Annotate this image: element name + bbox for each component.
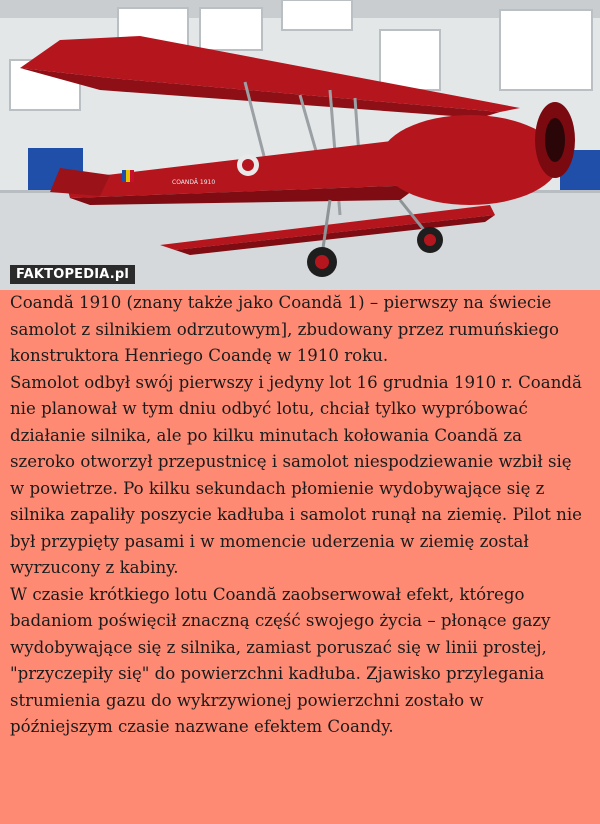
aircraft-photo (0, 0, 600, 290)
article-paragraph-3: W czasie krótkiego lotu Coandă zaobserwował efekt, którego badaniom poświęcił znaczną część swojego życia – płonące gazy wydobywające się z silnika, zamiast poruszać się w linii prostej, "przyczepiły się" do powierzchni kadłuba. Zjawisko przylegania strumienia gazu do wykrzywionej powierzchni zostało w późniejszym czasie nazwane efektem Coandy. (10, 584, 551, 736)
aircraft-illustration (0, 0, 600, 290)
article-paragraph-1: Coandă 1910 (znany także jako Coandă 1) – pierwszy na świecie samolot z silnikiem odrzutowym], zbudowany przez rumuńskiego konstruktora Henriego Coandę w 1910 roku. (10, 293, 559, 365)
fuselage-label: COANDĂ 1910 (172, 179, 216, 186)
article-text (0, 290, 600, 741)
faktopedia-watermark: FAKTOPEDIA.pl (10, 265, 135, 284)
article-paragraph-2: Samolot odbył swój pierwszy i jedyny lot 16 grudnia 1910 r. Coandă nie planował w tym dniu odbyć lotu, chciał tylko wypróbować działanie silnika, ale po kilku minutach kołowania Coandă za szeroko otworzył przepustnicę i samolot niespodziewanie wzbił się w powietrze. Po kilku sekundach płomienie wydobywające się z silnika zapaliły poszycie kadłuba i samolot runął na ziemię. Pilot nie był przypięty pasami i w momencie uderzenia w ziemię został wyrzucony z kabiny. (10, 372, 582, 577)
